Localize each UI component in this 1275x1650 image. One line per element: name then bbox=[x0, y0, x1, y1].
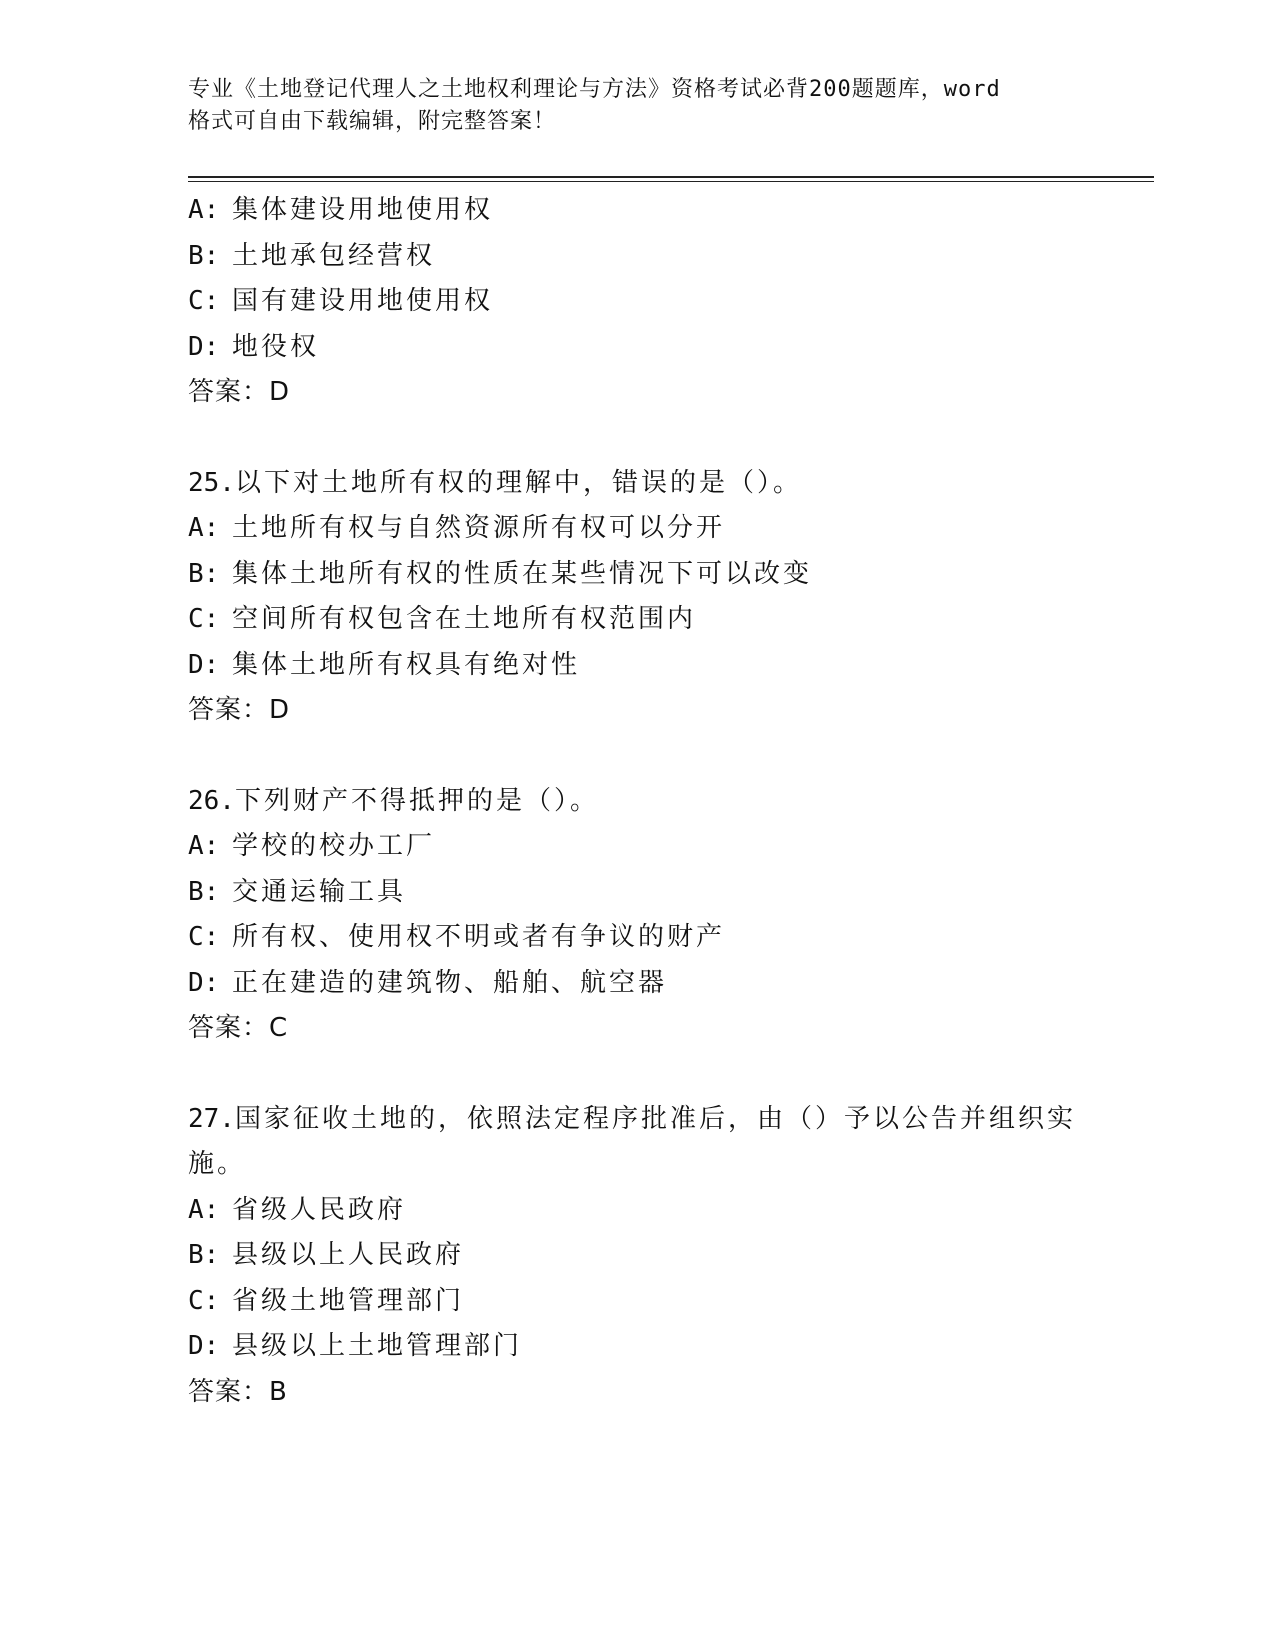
option-a bbox=[188, 824, 1088, 870]
option-text: 学校的校办工厂 bbox=[232, 831, 436, 861]
question-stem bbox=[188, 461, 1088, 507]
question-number: 26. bbox=[188, 785, 235, 816]
option-text: 所有权、使用权不明或者有争议的财产 bbox=[232, 922, 726, 952]
option-text: 集体土地所有权具有绝对性 bbox=[232, 649, 581, 680]
question-number: 25. bbox=[188, 467, 235, 498]
option-d bbox=[188, 961, 1088, 1007]
option-label: C: bbox=[188, 604, 220, 634]
option-label: D: bbox=[188, 649, 220, 680]
option-b bbox=[188, 552, 1088, 598]
option-label: B: bbox=[188, 558, 220, 589]
option-label: B: bbox=[188, 1240, 220, 1270]
answer-line: 答案：B bbox=[188, 1376, 288, 1407]
answer-line: 答案：D bbox=[188, 695, 291, 725]
option-c bbox=[188, 279, 1088, 325]
option-d bbox=[188, 643, 1088, 689]
option-b bbox=[188, 870, 1088, 916]
question-number: 27. bbox=[188, 1103, 235, 1134]
option-label: B: bbox=[188, 876, 220, 907]
option-label: A: bbox=[188, 513, 220, 543]
option-text: 县级以上土地管理部门 bbox=[232, 1331, 523, 1361]
option-text: 省级土地管理部门 bbox=[232, 1285, 465, 1316]
option-c bbox=[188, 915, 1088, 961]
option-text: 省级人民政府 bbox=[232, 1194, 407, 1225]
option-text: 空间所有权包含在土地所有权范围内 bbox=[232, 604, 697, 634]
option-label: D: bbox=[188, 1331, 220, 1361]
option-text: 交通运输工具 bbox=[232, 876, 407, 907]
option-text: 地役权 bbox=[232, 331, 320, 362]
answer-line: 答案：D bbox=[188, 377, 291, 407]
question-block-25 bbox=[188, 461, 1088, 734]
option-label: C: bbox=[188, 1285, 220, 1316]
option-text: 集体建设用地使用权 bbox=[232, 195, 494, 225]
option-label: C: bbox=[188, 922, 220, 952]
question-text: 以下对土地所有权的理解中，错误的是（）。 bbox=[234, 467, 802, 498]
answer-line: 答案：C bbox=[188, 1013, 289, 1043]
option-c bbox=[188, 597, 1088, 643]
option-b bbox=[188, 1233, 1088, 1279]
question-text: 下列财产不得抵押的是（）。 bbox=[234, 785, 599, 816]
question-stem bbox=[188, 779, 1088, 825]
option-d bbox=[188, 325, 1088, 371]
document-header bbox=[188, 74, 1068, 138]
question-list bbox=[188, 188, 1088, 1415]
spacer bbox=[188, 416, 1088, 461]
option-label: A: bbox=[188, 831, 220, 861]
option-label: D: bbox=[188, 967, 220, 998]
option-label: C: bbox=[188, 286, 220, 316]
header-line-1: 专业《土地登记代理人之土地权利理论与方法》资格考试必背200题题库，word bbox=[188, 77, 1001, 102]
header-line-2: 格式可自由下载编辑，附完整答案！ bbox=[188, 109, 557, 134]
option-text: 县级以上人民政府 bbox=[232, 1240, 465, 1270]
option-text: 国有建设用地使用权 bbox=[232, 286, 494, 316]
question-block-27 bbox=[188, 1097, 1088, 1416]
spacer bbox=[188, 1052, 1088, 1097]
option-c bbox=[188, 1279, 1088, 1325]
option-text: 土地所有权与自然资源所有权可以分开 bbox=[232, 513, 726, 543]
option-text: 土地承包经营权 bbox=[232, 240, 436, 271]
option-label: D: bbox=[188, 331, 220, 362]
spacer bbox=[188, 734, 1088, 779]
option-text: 集体土地所有权的性质在某些情况下可以改变 bbox=[232, 558, 813, 589]
option-text: 正在建造的建筑物、船舶、航空器 bbox=[232, 967, 668, 998]
option-label: A: bbox=[188, 1194, 220, 1225]
option-label: A: bbox=[188, 195, 220, 225]
question-text: 国家征收土地的，依照法定程序批准后，由（）予以公告并组织实 bbox=[234, 1103, 1076, 1134]
option-d bbox=[188, 1324, 1088, 1370]
option-a bbox=[188, 188, 1088, 234]
header-divider-thin bbox=[188, 181, 1154, 182]
option-label: B: bbox=[188, 240, 220, 271]
option-b bbox=[188, 234, 1088, 280]
question-block-26 bbox=[188, 779, 1088, 1052]
question-stem bbox=[188, 1097, 1088, 1143]
option-a bbox=[188, 1188, 1088, 1234]
header-divider-thick bbox=[188, 176, 1154, 178]
question-block-prev bbox=[188, 188, 1088, 416]
option-a bbox=[188, 506, 1088, 552]
question-stem-continued: 施。 bbox=[188, 1149, 247, 1179]
